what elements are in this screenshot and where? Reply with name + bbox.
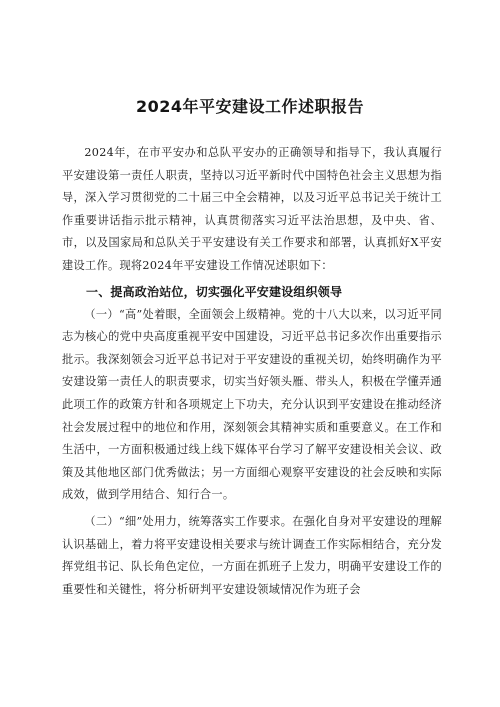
body-paragraph-2: （二）“细”处用力，统筹落实工作要求。在强化自身对平安建设的理解认识基础上，着力将平安建设相关要求与统计调查工作实际相结合，充分发挥党组书记、队长角色定位，一方面在抓班子上发力，明确平安建设工作的重要性和关键性，将分析研判平安建设领域情况作为班子会 [62,514,442,596]
document-body [62,142,442,601]
body-paragraph-1: （一）“高”处着眼，全面领会上级精神。党的十八大以来，以习近平同志为核心的党中央高度重视平安中国建设，习近平总书记多次作出重要指示批示。我深刻领会习近平总书记对于平安建设的重视关切，始终明确作为平安建设第一责任人的职责要求，切实当好领头雁、带头人，积极在学懂弄通此项工作的政策方针和各项规定上下功夫，充分认识到平安建设在推动经济社会发展过程中的地位和作用，深刻领会其精神实质和重要意义。在工作和生活中，一方面积极通过线上线下媒体平台学习了解平安建设相关会议、政策及其他地区部门优秀做法；另一方面细心观察平安建设的社会反映和实际成效，做到学用结合、知行合一。 [62,307,442,502]
section-heading-1: 一、提高政治站位，切实强化平安建设组织领导 [86,284,343,299]
intro-paragraph: 2024年，在市平安办和总队平安办的正确领导和指导下，我认真履行平安建设第一责任人职责，坚持以习近平新时代中国特色社会主义思想为指导，深入学习贯彻党的二十届三中全会精神，以及习近平总书记关于统计工作重要讲话指示批示精神，认真贯彻落实习近平法治思想，及中央、省、市，以及国家局和总队关于平安建设有关工作要求和部署，认真抓好X平安建设工作。现将2024年平安建设工作情况述职如下： [62,146,442,272]
document-title: 2024年平安建设工作述职报告 [135,97,365,116]
